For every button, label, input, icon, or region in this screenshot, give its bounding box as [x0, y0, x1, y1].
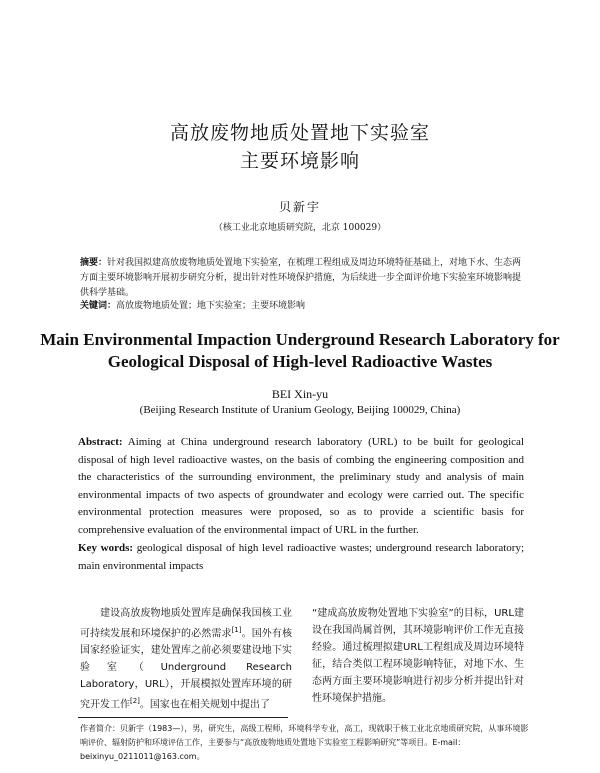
chinese-keywords	[80, 299, 526, 314]
footnote-divider	[78, 717, 288, 718]
body-left-text-1: 建设高放废物地质处置库是确保我国核工业可持续发展和环境保护的必然需求	[80, 608, 292, 640]
chinese-affiliation: （核工业北京地质研究院，北京 100029）	[213, 223, 387, 233]
chinese-author: 贝新宇	[278, 200, 321, 214]
chinese-keywords-label: 关键词：	[80, 301, 117, 311]
chinese-keywords-text: 高放废物地质处置；地下实验室；主要环境影响	[116, 301, 306, 311]
english-author: BEI Xin-yu	[271, 387, 329, 401]
body-right-column: “建成高放废物处置地下实验室”的目标，URL建设在我国尚属首例，其环境影响评价工作无直接经验。通过梳理拟建URL工程组成及周边环境特征，结合类似工程环境影响特征，对地下水、生态两方面主要环境影响进行初步分析并提出针对性环境保护措施。	[312, 608, 524, 704]
english-abstract	[78, 434, 524, 539]
chinese-title-line2: 主要环境影响	[239, 150, 360, 172]
english-title-line1: Main Environmental Impaction Underground Research Laboratory for	[40, 330, 560, 349]
english-keywords	[78, 540, 524, 575]
chinese-abstract-text: 针对我国拟建高放废物地质处置地下实验室，在梳理工程组成及周边环境特征基础上，对地下水、生态两方面主要环境影响开展初步研究分析，提出针对性环境保护措施，为后续进一步全面评价地下实验室环境影响提供科学基础。	[80, 258, 522, 298]
body-left-text-3: 。国家也在相关规划中提出了	[139, 699, 270, 711]
english-abstract-label: Abstract:	[78, 436, 123, 448]
english-keywords-label: Key words:	[78, 542, 134, 554]
chinese-abstract-label: 摘要：	[80, 258, 108, 268]
english-abstract-text: Aiming at China underground research laboratory (URL) to be built for geological disposal of high level radioactive wastes, on the basis of combing the engineering composition and the characteristics of the surrounding environment, the preliminary study and analysis of main environmental impacts of two aspects of groundwater and ecology were carried out. The specific environmental protection measures were proposed, so as to provide a scientific basis for comprehensive evaluation of the environmental impact of URL in the further.	[78, 436, 524, 536]
citation-ref-1[interactable]: [1]	[231, 626, 242, 634]
author-footnote: 作者简介：贝新宇（1983—），男，研究生，高级工程师，环境科学专业，高工，现就职于核工业北京地质研究院，从事环境影响评价、辐射防护和环境评估工作，主要参与“高放废物地质处置地下实验室工程影响研究”等项目。E-mail：beixinyu_0211011@163.com。	[80, 724, 529, 761]
english-keywords-text: geological disposal of high level radioactive wastes; underground research laboratory; main environmental impacts	[78, 542, 524, 572]
body-left-column	[80, 605, 292, 714]
chinese-abstract	[80, 256, 526, 301]
citation-ref-2[interactable]: [2]	[130, 697, 140, 706]
english-title-line2: Geological Disposal of High-level Radioactive Wastes	[107, 352, 493, 371]
english-affiliation: (Beijing Research Institute of Uranium Geology, Beijing 100029, China)	[139, 404, 461, 416]
body-left-text-2: 。国外有核国家经验证实，建处置库之前必须要建设地下实验室（Underground Research Laboratory，URL），开展模拟处置库环境的研究开发工作	[80, 628, 293, 711]
chinese-title-line1: 高放废物地质处置地下实验室	[169, 122, 430, 144]
